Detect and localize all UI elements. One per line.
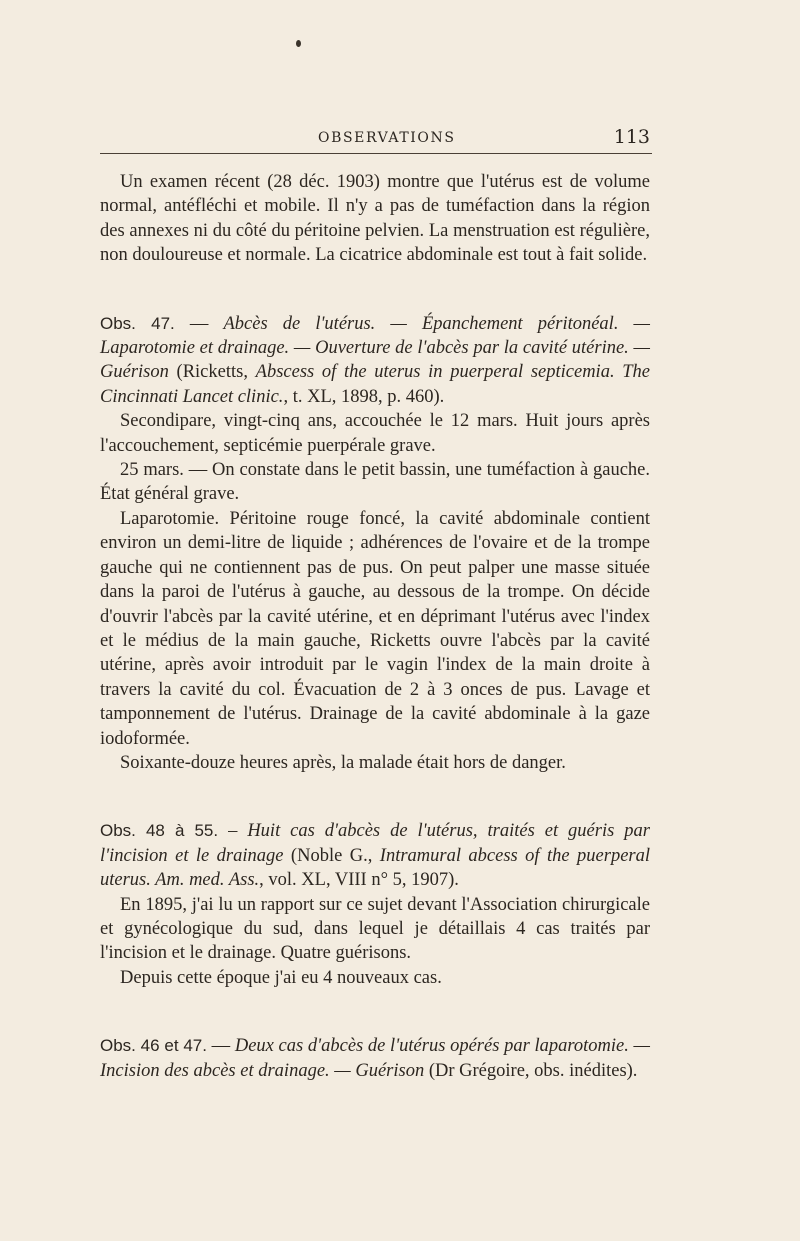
separator: — xyxy=(206,1036,235,1057)
paragraph: En 1895, j'ai lu un rapport sur ce sujet devant l'Association chirurgicale et gynécologique du sud, dans lequel je détaillais 4 cas traités par l'incision et le drainage. Quatre guérisons. xyxy=(100,894,650,964)
observation-title: Huit cas d'abcès de l'utérus, traités et guéris par l'incision et le drainage xyxy=(100,821,650,866)
page-body xyxy=(100,170,650,1083)
observation-title: Deux cas d'abcès de l'utérus opérés par laparotomie. — Incision des abcès et drainage. — Guérison xyxy=(100,1036,650,1081)
ink-speck xyxy=(296,40,301,47)
citation-open: (Ricketts, xyxy=(168,362,256,383)
citation-ref: , t. XL, 1898, p. 460). xyxy=(283,386,445,407)
observation-heading-47 xyxy=(100,312,650,410)
citation: (Dr Grégoire, obs. inédites). xyxy=(424,1060,638,1081)
observation-label: Obs. 46 et 47. xyxy=(100,1036,207,1056)
separator: – xyxy=(218,821,248,842)
header-rule xyxy=(100,153,652,154)
running-title: OBSERVATIONS xyxy=(318,130,456,146)
paragraph: Depuis cette époque j'ai eu 4 nouveaux cas. xyxy=(120,967,442,988)
observation-label: Obs. 47. xyxy=(100,313,175,333)
page-header xyxy=(100,128,650,152)
observation-heading-48 xyxy=(100,819,650,892)
citation-source: Abscess of the uterus in puerperal septicemia. The Cincinnati Lancet clinic. xyxy=(100,362,650,407)
paragraph: 25 mars. — On constate dans le petit bassin, une tuméfaction à gauche. État général grave. xyxy=(100,460,650,505)
paragraph: Secondipare, vingt-cinq ans, accouchée le 12 mars. Huit jours après l'accouchement, septicémie puerpérale grave. xyxy=(100,411,650,456)
separator: — xyxy=(174,313,224,334)
observation-heading-46 xyxy=(100,1034,650,1083)
paragraph: Laparotomie. Péritoine rouge foncé, la cavité abdominale contient environ un demi-litre de liquide ; adhérences de l'ovaire et de la trompe gauche qui ne contiennent pas de pus. On peut palper une masse située dans la paroi de l'utérus à gauche, au dessous de la trompe. On décide d'ouvrir l'abcès par la cavité utérine, et en déprimant l'utérus avec l'index et le médius de la main gauche, Ricketts ouvre l'abcès par la cavité utérine, après avoir introduit par le vagin l'index de la main droite à travers la cavité du col. Évacuation de 2 à 3 onces de pus. Lavage et tamponnement de l'utérus. Drainage de la cavité abdominale à la gaze iodoformée. xyxy=(100,508,650,749)
paragraph: Soixante-douze heures après, la malade était hors de danger. xyxy=(120,752,566,773)
observation-title: Abcès de l'utérus. — Épanchement péritonéal. — Laparotomie et drainage. — Ouverture de l'abcès par la cavité utérine. — Guérison xyxy=(100,313,651,383)
paragraph: Un examen récent (28 déc. 1903) montre que l'utérus est de volume normal, antéfléchi et mobile. Il n'y a pas de tuméfaction dans la région des annexes ni du côté du péritoine pelvien. La menstruation est régulière, non douloureuse et normale. La cicatrice abdominale est tout à fait solide. xyxy=(100,172,650,266)
citation-open: (Noble G., xyxy=(283,845,380,866)
citation-source: Intramural abcess of the puerperal uterus. Am. med. Ass. xyxy=(100,845,650,891)
page-number: 113 xyxy=(613,126,650,148)
citation-ref: , vol. XL, VIII n° 5, 1907). xyxy=(259,870,459,891)
observation-label: Obs. 48 à 55. xyxy=(100,821,219,841)
